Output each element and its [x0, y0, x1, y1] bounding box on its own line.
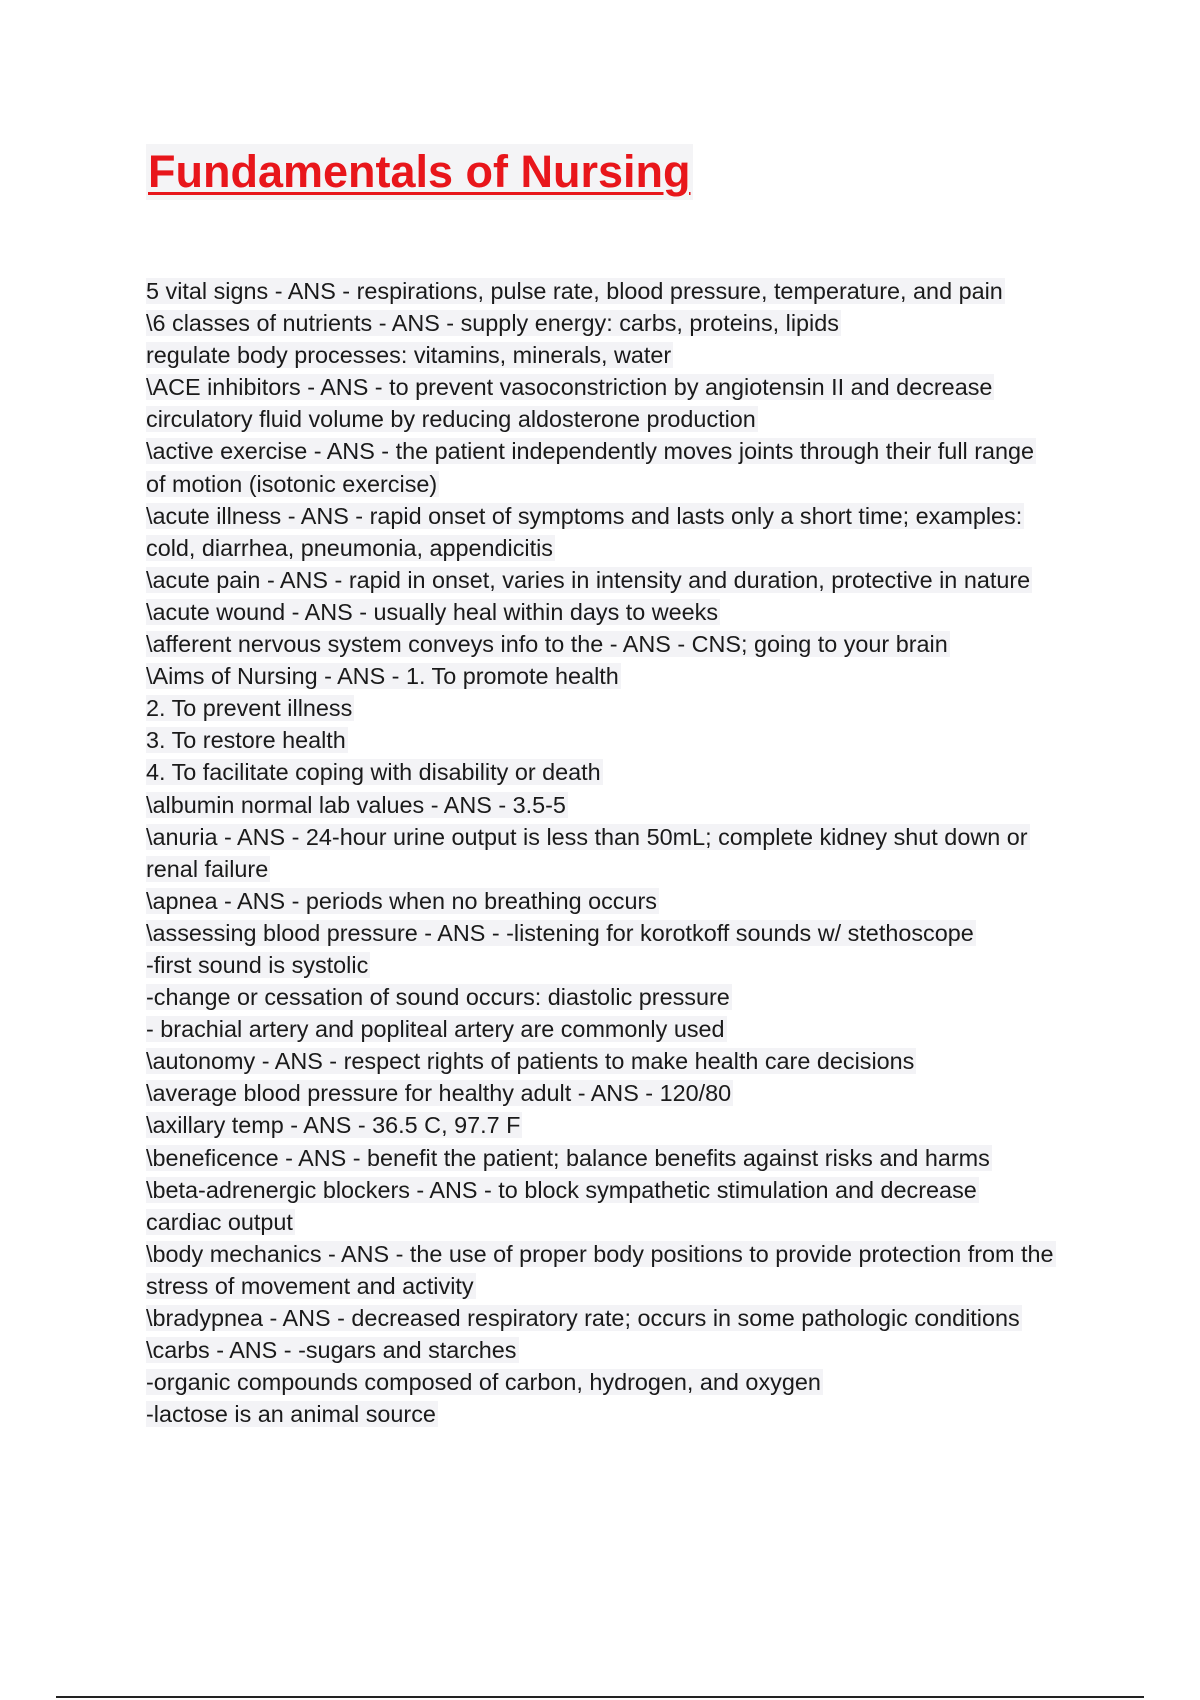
note-line: \active exercise - ANS - the patient independently moves joints through their full range	[146, 438, 1035, 465]
note-line: cold, diarrhea, pneumonia, appendicitis	[146, 534, 553, 561]
note-line: \ACE inhibitors - ANS - to prevent vasoconstriction by angiotensin II and decrease	[146, 374, 993, 401]
note-line: -change or cessation of sound occurs: diastolic pressure	[146, 984, 730, 1011]
note-line: \afferent nervous system conveys info to the - ANS - CNS; going to your brain	[146, 631, 948, 658]
note-line: \Aims of Nursing - ANS - 1. To promote health	[146, 663, 619, 690]
note-line: -lactose is an animal source	[146, 1401, 436, 1428]
note-line: \acute pain - ANS - rapid in onset, varies in intensity and duration, protective in nature	[146, 566, 1031, 593]
note-line: 4. To facilitate coping with disability or death	[146, 759, 601, 786]
note-line: circulatory fluid volume by reducing aldosterone production	[146, 406, 756, 433]
note-line: \acute wound - ANS - usually heal within days to weeks	[146, 598, 719, 625]
note-line: 2. To prevent illness	[146, 695, 353, 722]
note-line: stress of movement and activity	[146, 1272, 474, 1299]
note-line: \beneficence - ANS - benefit the patient; balance benefits against risks and harms	[146, 1144, 990, 1171]
note-line: cardiac output	[146, 1208, 293, 1235]
note-line: \albumin normal lab values - ANS - 3.5-5	[146, 791, 566, 818]
note-line: \autonomy - ANS - respect rights of patients to make health care decisions	[146, 1048, 915, 1075]
note-line: of motion (isotonic exercise)	[146, 470, 438, 497]
note-line: -organic compounds composed of carbon, hydrogen, and oxygen	[146, 1369, 821, 1396]
page-title: Fundamentals of Nursing	[146, 144, 693, 200]
note-line: \bradypnea - ANS - decreased respiratory rate; occurs in some pathologic conditions	[146, 1305, 1020, 1331]
note-line: \body mechanics - ANS - the use of proper body positions to provide protection from the	[146, 1240, 1054, 1267]
note-line: \beta-adrenergic blockers - ANS - to block sympathetic stimulation and decrease	[146, 1176, 977, 1203]
note-line: \average blood pressure for healthy adult - ANS - 120/80	[146, 1080, 732, 1107]
note-line: -first sound is systolic	[146, 951, 369, 978]
note-line: \carbs - ANS - -sugars and starches	[146, 1337, 517, 1364]
note-line: \apnea - ANS - periods when no breathing occurs	[146, 887, 657, 914]
note-line: 5 vital signs - ANS - respirations, pulse rate, blood pressure, temperature, and pain	[146, 278, 1003, 304]
note-line: \assessing blood pressure - ANS - -listening for korotkoff sounds w/ stethoscope	[146, 919, 974, 946]
note-line: - brachial artery and popliteal artery are commonly used	[146, 1016, 725, 1043]
note-line: \6 classes of nutrients - ANS - supply energy: carbs, proteins, lipids	[146, 310, 839, 337]
note-line: 3. To restore health	[146, 727, 346, 754]
note-line: \acute illness - ANS - rapid onset of symptoms and lasts only a short time; examples:	[146, 502, 1023, 529]
note-line: renal failure	[146, 855, 269, 882]
notes-list	[146, 275, 1126, 1430]
note-line: \anuria - ANS - 24-hour urine output is less than 50mL; complete kidney shut down or	[146, 823, 1028, 850]
note-line: \axillary temp - ANS - 36.5 C, 97.7 F	[146, 1112, 521, 1139]
note-line: regulate body processes: vitamins, minerals, water	[146, 342, 672, 369]
footer-divider	[56, 1696, 1144, 1698]
